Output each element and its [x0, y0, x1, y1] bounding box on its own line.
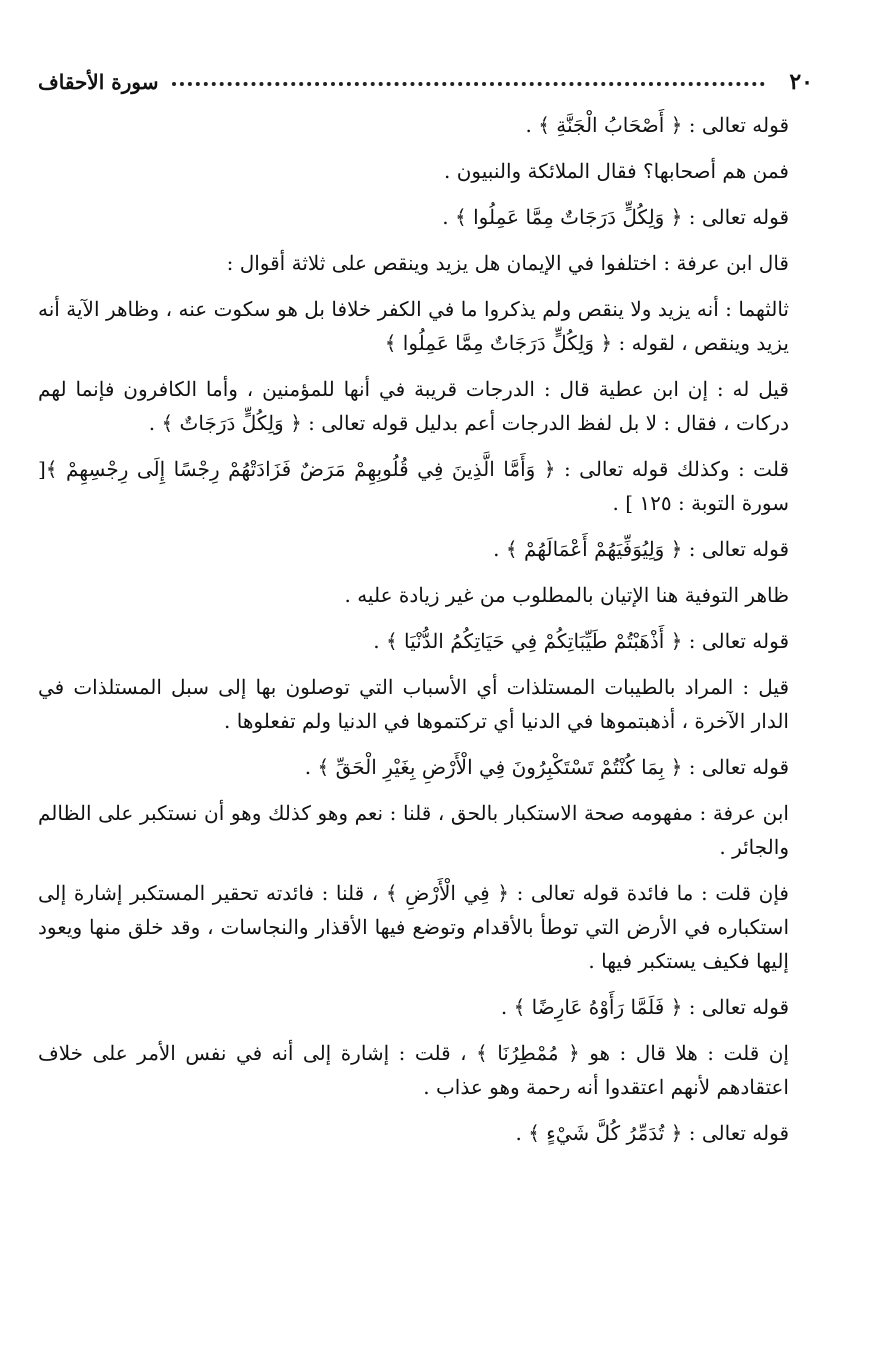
paragraph: قيل : المراد بالطيبات المستلذات أي الأسباب التي توصلون بها إلى سبل المستلذات في الدار الآخرة ، أذهبتموها في الدنيا أي تركتموها في الدنيا ولم تفعلوها .: [38, 675, 789, 733]
paragraph: ظاهر التوفية هنا الإتيان بالمطلوب من غير زيادة عليه .: [344, 583, 789, 607]
header-dotted-rule: [172, 82, 765, 86]
running-header: [38, 64, 813, 100]
paragraph-quote: قوله تعالى : ﴿ فَلَمَّا رَأَوْهُ عَارِضًا ﴾ .: [500, 995, 789, 1019]
paragraph-quote: قوله تعالى : ﴿ تُدَمِّرُ كُلَّ شَيْءٍ ﴾ .: [515, 1121, 789, 1145]
paragraph: فمن هم أصحابها؟ فقال الملائكة والنبيون .: [444, 159, 789, 183]
paragraph: ثالثهما : أنه يزيد ولا ينقص ولم يذكروا ما في الكفر خلافا بل هو سكوت عنه ، وظاهر الآية أنه يزيد وينقص ، لقوله : ﴿ وَلِكُلٍّ دَرَجَاتٌ مِمَّا عَمِلُوا ﴾: [38, 297, 789, 355]
paragraph-quote: قوله تعالى : ﴿ بِمَا كُنْتُمْ تَسْتَكْبِرُونَ فِي الْأَرْضِ بِغَيْرِ الْحَقِّ ﴾ .: [304, 755, 789, 779]
page-body: [38, 108, 817, 1162]
surah-title: سورة الأحقاف: [38, 70, 159, 94]
paragraph: إن قلت : هلا قال : هو ﴿ مُمْطِرُنَا ﴾ ، قلت : إشارة إلى أنه في نفس الأمر على خلاف اعتقادهم لأنهم اعتقدوا أنه رحمة وهو عذاب .: [38, 1041, 789, 1099]
paragraph-quote: قوله تعالى : ﴿ وَلِيُوَفِّيَهُمْ أَعْمَالَهُمْ ﴾ .: [493, 537, 789, 561]
paragraph: قلت : وكذلك قوله تعالى : ﴿ وَأَمَّا الَّذِينَ فِي قُلُوبِهِمْ مَرَضٌ فَزَادَتْهُمْ رِجْسًا إِلَى رِجْسِهِمْ ﴾[ سورة التوبة : ١٢٥ ] .: [38, 457, 789, 515]
paragraph: قال ابن عرفة : اختلفوا في الإيمان هل يزيد وينقص على ثلاثة أقوال :: [226, 251, 789, 275]
paragraph: فإن قلت : ما فائدة قوله تعالى : ﴿ فِي الْأَرْضِ ﴾ ، قلنا : فائدته تحقير المستكبر إشارة إلى استكباره في الأرض التي توطأ بالأقدام وتوضع فيها الأقذار والنجاسات ، وقد خلق منها ويعود إليها فكيف يستكبر فيها .: [38, 881, 789, 973]
paragraph-quote: قوله تعالى : ﴿ أَصْحَابُ الْجَنَّةِ ﴾ .: [525, 113, 789, 137]
paragraph: قيل له : إن ابن عطية قال : الدرجات قريبة في أنها للمؤمنين ، وأما الكافرون فإنما لهم دركات ، فقال : لا بل لفظ الدرجات أعم بدليل قوله تعالى : ﴿ وَلِكُلٍّ دَرَجَاتٌ ﴾ .: [38, 377, 789, 435]
paragraph-quote: قوله تعالى : ﴿ أَذْهَبْتُمْ طَيِّبَاتِكُمْ فِي حَيَاتِكُمُ الدُّنْيَا ﴾ .: [373, 629, 789, 653]
page-number: ٢٠: [789, 69, 813, 95]
paragraph: ابن عرفة : مفهومه صحة الاستكبار بالحق ، قلنا : نعم وهو كذلك وهو أن نستكبر على الظالم والجائر .: [38, 801, 789, 859]
paragraph-quote: قوله تعالى : ﴿ وَلِكُلٍّ دَرَجَاتٌ مِمَّا عَمِلُوا ﴾ .: [442, 205, 789, 229]
